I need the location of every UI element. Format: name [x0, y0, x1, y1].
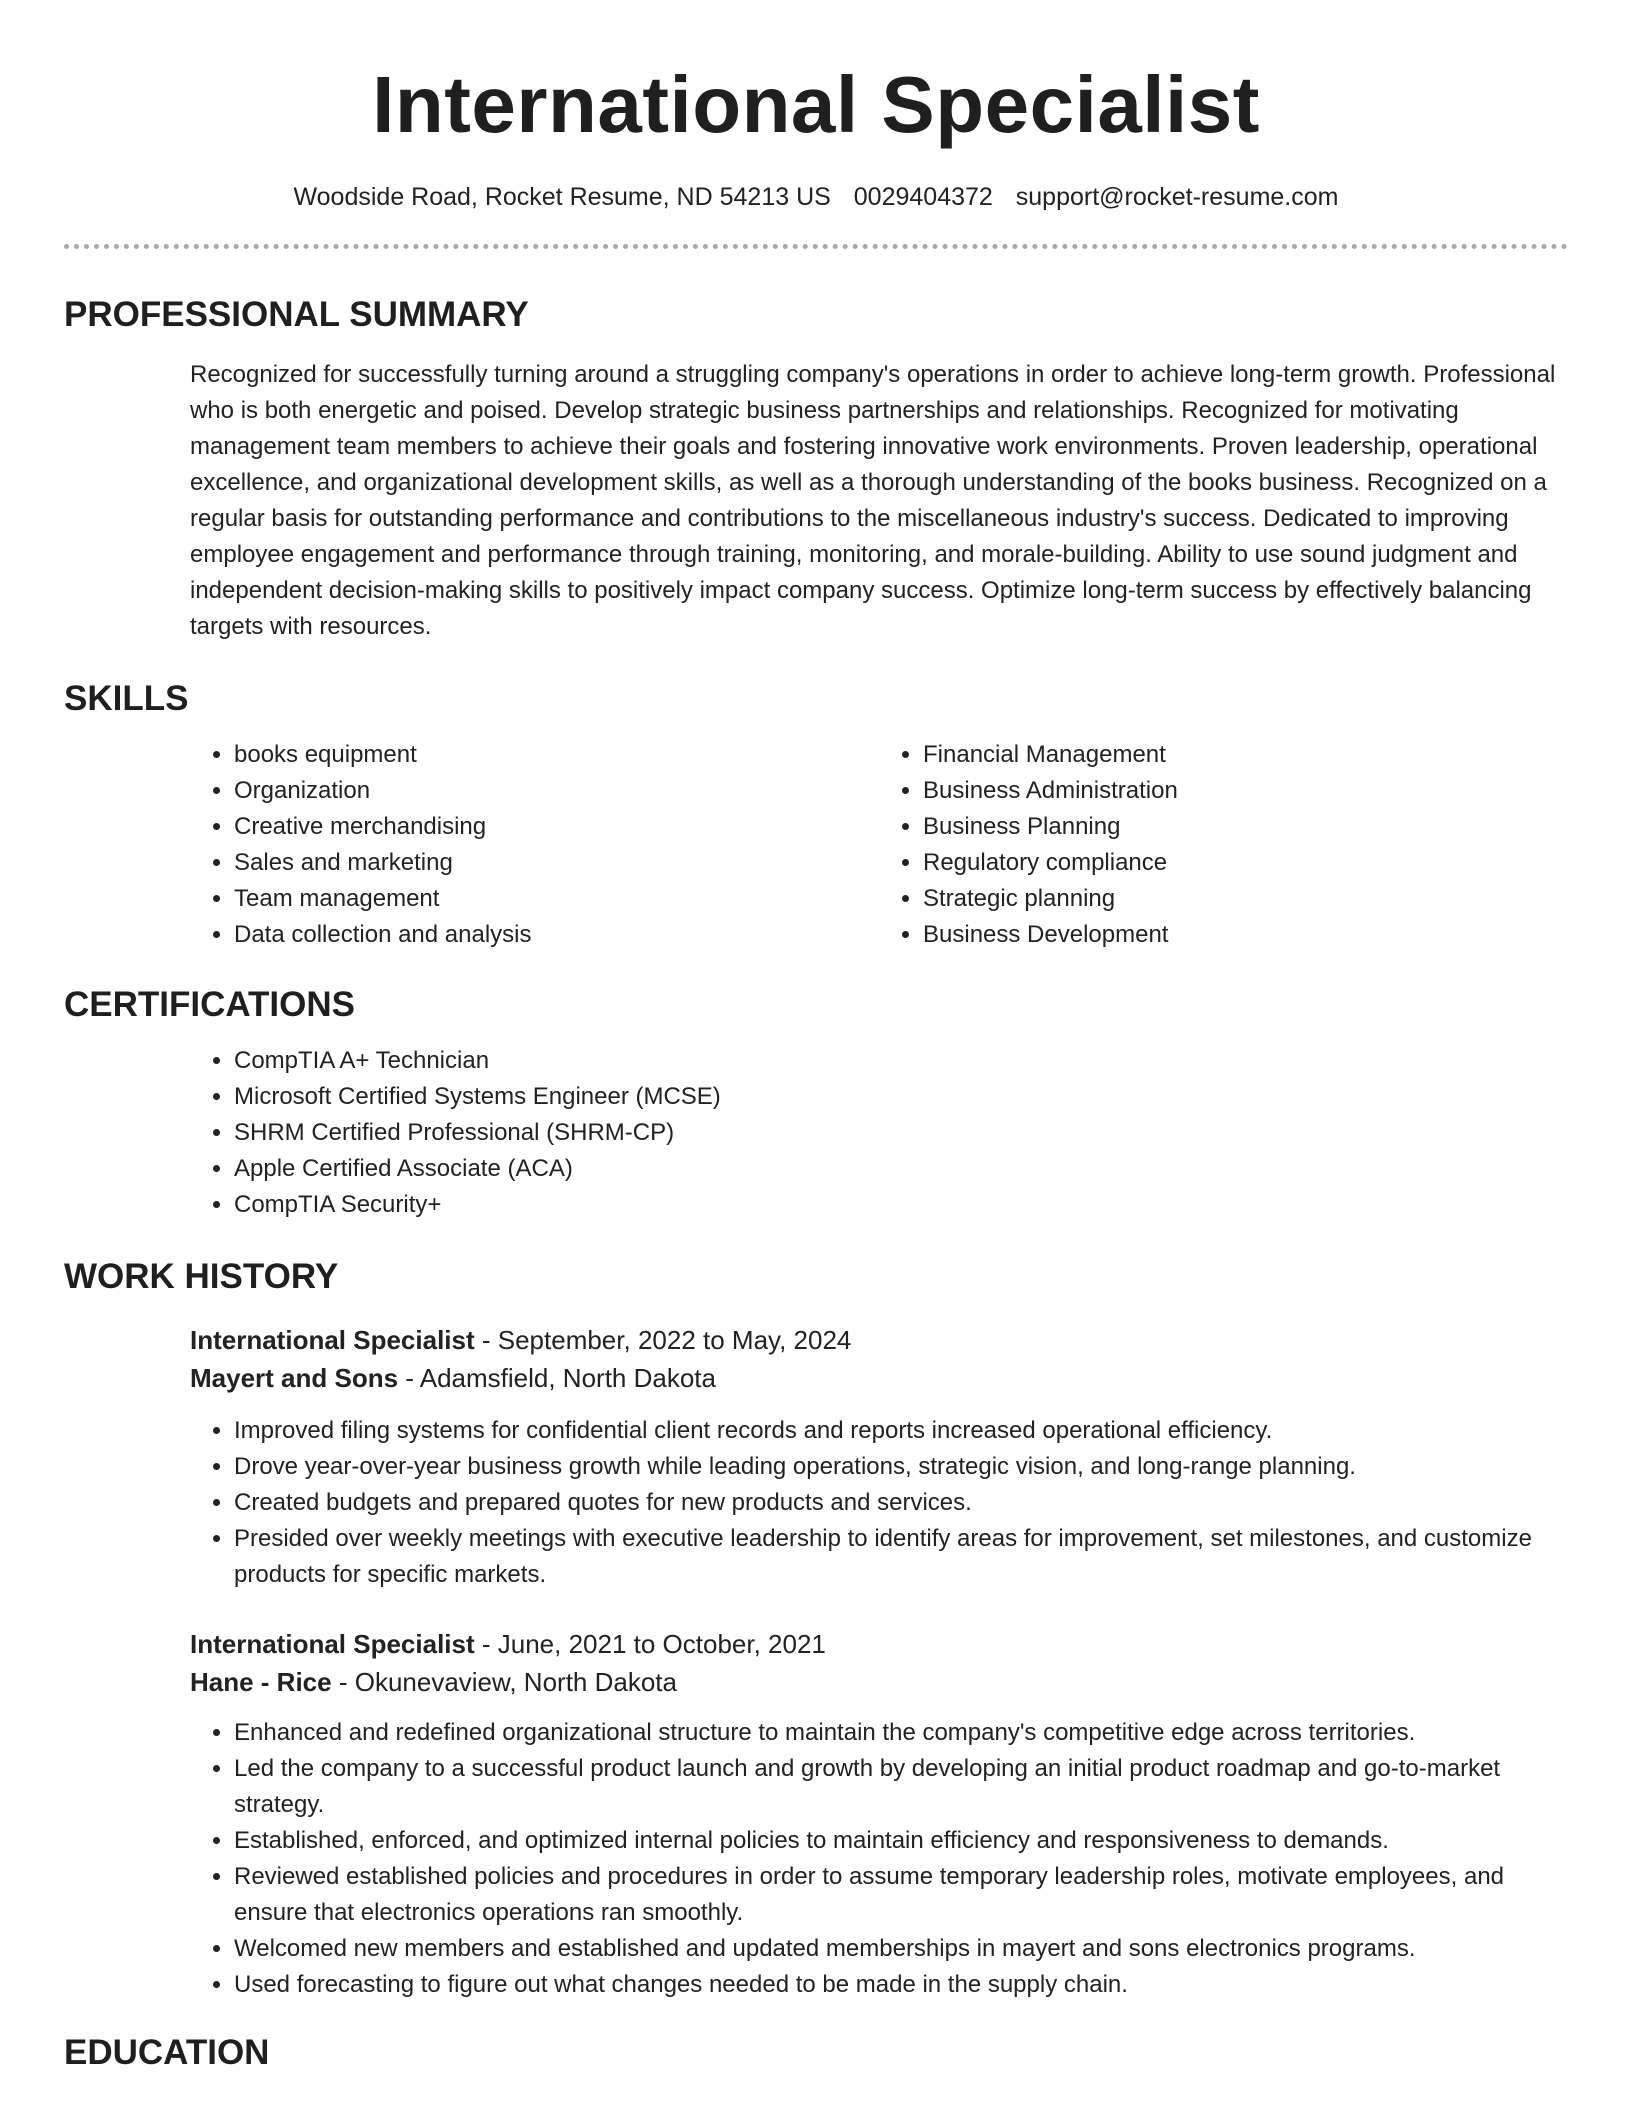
contact-email[interactable]: support@rocket-resume.com — [1015, 183, 1339, 211]
list-item: • CompTIA Security+ — [234, 1187, 1568, 1223]
job-dates: - June, 2021 to October, 2021 — [474, 1629, 826, 1659]
list-item: • Creative merchandising — [234, 809, 879, 845]
job-bullets — [190, 1413, 1568, 1593]
job-bullets — [190, 1715, 1568, 2003]
list-item: • books equipment — [234, 737, 879, 773]
summary-block — [64, 357, 1568, 645]
certifications-block — [64, 1043, 1568, 1223]
job-company: Hane - Rice — [190, 1667, 332, 1697]
job-company-line — [190, 1663, 1568, 1701]
list-item: • Business Development — [923, 917, 1568, 953]
job-location: - Okunevaview, North Dakota — [331, 1667, 677, 1697]
section-title-certifications: CERTIFICATIONS — [64, 985, 356, 1024]
section-title-work: WORK HISTORY — [64, 1257, 339, 1296]
list-item: • Reviewed established policies and procedures in order to assume temporary leadership roles, motivate employees, and ensure that electronics operations ran smoothly. — [234, 1859, 1568, 1931]
section-title-skills: SKILLS — [64, 679, 189, 718]
list-item: • CompTIA A+ Technician — [234, 1043, 1568, 1079]
list-item: • Presided over weekly meetings with executive leadership to identify areas for improvement, set milestones, and customize products for specific markets. — [234, 1521, 1568, 1593]
list-item: • Sales and marketing — [234, 845, 879, 881]
list-item: • Financial Management — [923, 737, 1568, 773]
list-item: • Created budgets and prepared quotes for new products and services. — [234, 1485, 1568, 1521]
job-company-line — [190, 1359, 1568, 1397]
resume-page — [64, 0, 1568, 2075]
certifications-list — [190, 1043, 1568, 1223]
contact-address: Woodside Road, Rocket Resume, ND 54213 US — [293, 183, 831, 211]
skills-grid — [64, 737, 1568, 953]
job-entry — [64, 1321, 1568, 1593]
job-location: - Adamsfield, North Dakota — [398, 1363, 716, 1393]
list-item: • Microsoft Certified Systems Engineer (MCSE) — [234, 1079, 1568, 1115]
skills-list-left — [190, 737, 879, 953]
list-item: • Organization — [234, 773, 879, 809]
contact-line — [64, 180, 1568, 214]
list-item: • Welcomed new members and established and updated memberships in mayert and sons electronics programs. — [234, 1931, 1568, 1967]
list-item: • Established, enforced, and optimized internal policies to maintain efficiency and responsiveness to demands. — [234, 1823, 1568, 1859]
list-item: • Business Planning — [923, 809, 1568, 845]
section-title-education: EDUCATION — [64, 2033, 270, 2072]
contact-phone: 0029404372 — [853, 183, 993, 211]
job-company: Mayert and Sons — [190, 1363, 399, 1393]
job-title-line — [190, 1321, 1568, 1359]
list-item: • Drove year-over-year business growth while leading operations, strategic vision, and long-range planning. — [234, 1449, 1568, 1485]
header-divider — [64, 244, 1568, 249]
job-title-line — [190, 1625, 1568, 1663]
job-entry — [64, 1625, 1568, 2003]
job-role: International Specialist — [190, 1325, 475, 1355]
list-item: • Business Administration — [923, 773, 1568, 809]
list-item: • Team management — [234, 881, 879, 917]
skills-list-right — [879, 737, 1568, 953]
summary-text: Recognized for successfully turning around a struggling company's operations in order to achieve long-term growth. Professional who is both energetic and poised. Develop strategic business partnerships and relationships. Recognized for motivating management team members to achieve their goals and fostering innovative work environments. Proven leadership, operational excellence, and organizational development skills, as well as a thorough understanding of the books business. Recognized on a regular basis for outstanding performance and contributions to the miscellaneous industry's success. Dedicated to improving employee engagement and performance through training, monitoring, and morale-building. Ability to use sound judgment and independent decision-making skills to positively impact company success. Optimize long-term success by effectively balancing targets with resources. — [190, 361, 1556, 640]
list-item: • SHRM Certified Professional (SHRM-CP) — [234, 1115, 1568, 1151]
job-dates: - September, 2022 to May, 2024 — [474, 1325, 852, 1355]
list-item: • Improved filing systems for confidential client records and reports increased operational efficiency. — [234, 1413, 1568, 1449]
list-item: • Enhanced and redefined organizational structure to maintain the company's competitive edge across territories. — [234, 1715, 1568, 1751]
section-title-summary: PROFESSIONAL SUMMARY — [64, 295, 529, 334]
candidate-name: International Specialist — [372, 60, 1260, 149]
list-item: • Apple Certified Associate (ACA) — [234, 1151, 1568, 1187]
list-item: • Used forecasting to figure out what changes needed to be made in the supply chain. — [234, 1967, 1568, 2003]
list-item: • Strategic planning — [923, 881, 1568, 917]
list-item: • Led the company to a successful product launch and growth by developing an initial product roadmap and go-to-market strategy. — [234, 1751, 1568, 1823]
list-item: • Data collection and analysis — [234, 917, 879, 953]
job-role: International Specialist — [190, 1629, 475, 1659]
list-item: • Regulatory compliance — [923, 845, 1568, 881]
